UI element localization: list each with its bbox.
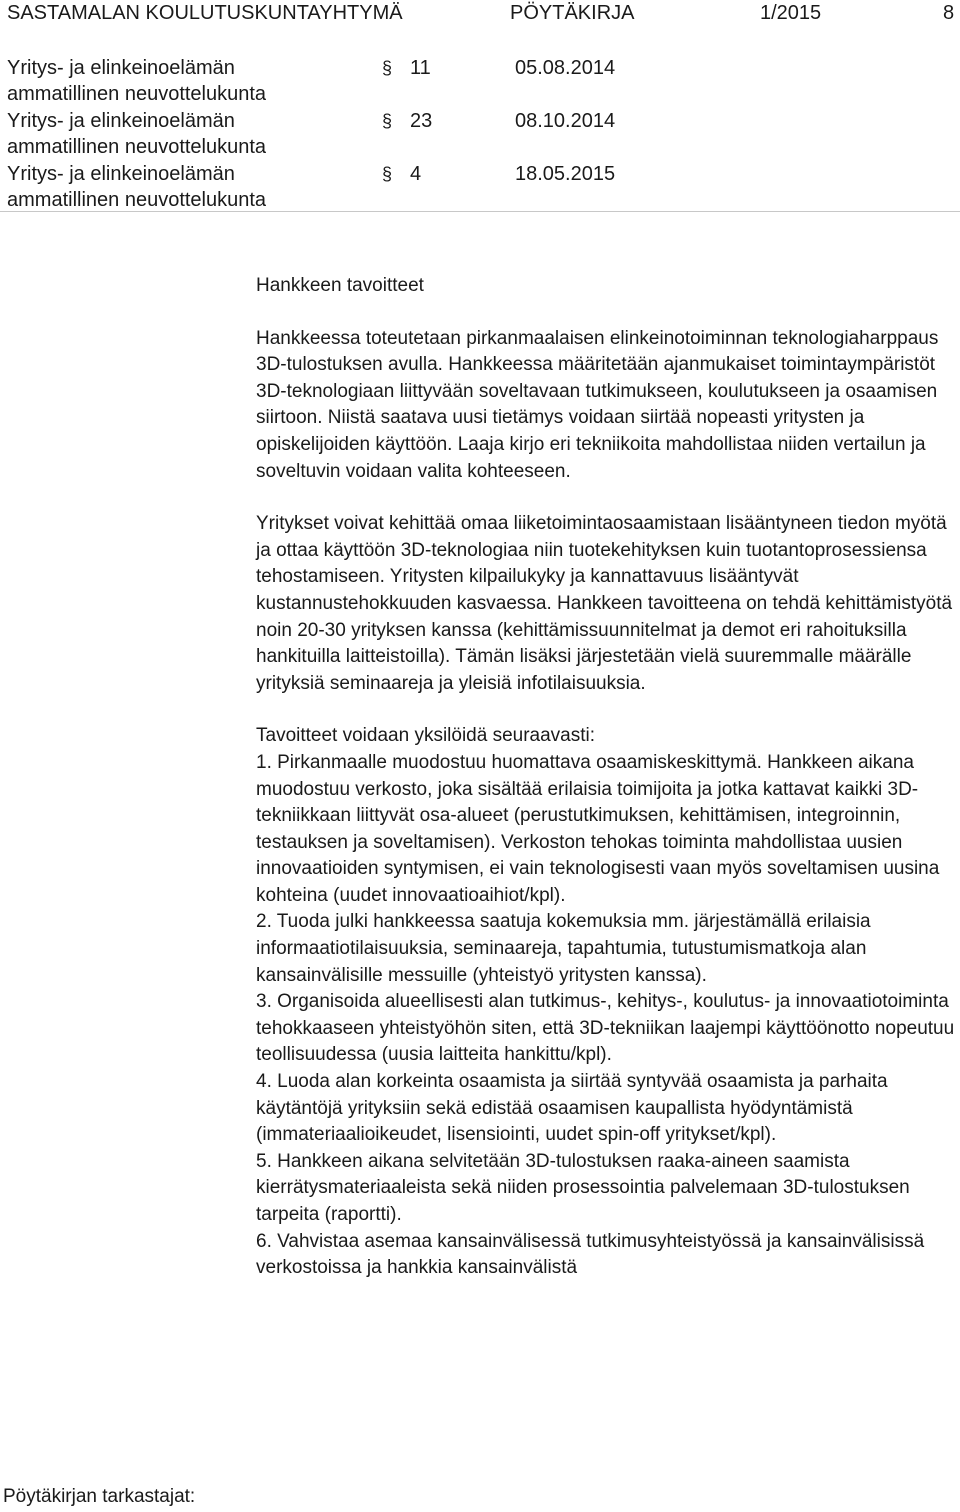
meeting-body: Yritys- ja elinkeinoelämän ammatillinen neuvottelukunta xyxy=(7,163,267,211)
meeting-body: Yritys- ja elinkeinoelämän ammatillinen neuvottelukunta xyxy=(7,57,267,105)
goals-intro: Tavoitteet voidaan yksilöidä seuraavasti: xyxy=(256,725,596,747)
section-number: 11 xyxy=(410,57,431,79)
meeting-date: 05.08.2014 xyxy=(515,57,616,79)
section-heading: Hankkeen tavoitteet xyxy=(256,275,424,296)
goal-item: 2. Tuoda julki hankkeessa saatuja kokemuksia mm. järjestämällä erilaisia informaatiotilaisuuksia, seminaareja, tapahtumia, tutustumismatkoja alan kansainvälisille messuille (yhteistyö yritysten kanssa). xyxy=(256,911,871,986)
section-sign-icon: § xyxy=(382,58,393,78)
goal-item: 3. Organisoida alueellisesti alan tutkimus-, kehitys-, koulutus- ja innovaatiotoiminta tehokkaaseen yhteistyöhön siten, että 3D-tekniikan laajempi käyttöönotto nopeutuu teollisuudessa (uusia laitteita hankittu/kpl). xyxy=(256,991,955,1066)
section-number: 4 xyxy=(410,163,422,185)
section-number: 23 xyxy=(410,110,433,132)
goal-item: 6. Vahvistaa asemaa kansainvälisessä tutkimusyhteistyössä ja kansainvälisissä verkostoissa ja hankkia kansainvälistä xyxy=(256,1230,925,1279)
paragraph: Hankkeessa toteutetaan pirkanmaalaisen elinkeinotoiminnan teknologiaharppaus 3D-tulostuksen avulla. Hankkeessa määritetään ajanmukaiset toimintaympäristöt 3D-teknologiaan liittyvään soveltavaan tutkimukseen, koulutukseen ja osaamisen siirtoon. Niistä saatava uusi tietämys voidaan siirtää nopeasti yritysten ja opiskelijoiden käyttöön. Laaja kirjo eri tekniikoita mahdollistaa niiden vertailun ja soveltuvin voidaan valita kohteeseen. xyxy=(256,327,939,482)
header-doc-number: 1/2015 xyxy=(760,2,822,24)
meeting-body: Yritys- ja elinkeinoelämän ammatillinen neuvottelukunta xyxy=(7,110,267,158)
section-sign-icon: § xyxy=(382,111,393,131)
goal-item: 5. Hankkeen aikana selvitetään 3D-tulostuksen raaka-aineen saamista kierrätysmateriaaleista sekä niiden prosessointia palvelemaan 3D-tulostuksen tarpeita (raportti). xyxy=(256,1150,910,1225)
goal-item: 1. Pirkanmaalle muodostuu huomattava osaamiskeskittymä. Hankkeen aikana muodostuu verkosto, joka sisältää erilaisia toimijoita ja jotka kattavat kaikki 3D-tekniikkaan liittyvät osa-alueet (perustutkimuksen, kehittämisen, integroinnin, testauksen ja soveltamisen). Verkoston tehokas toiminta mahdollistaa uusien innovaatioiden syntymisen, ei vain teknologisesti vaan myös soveltamisen uusina kohteina (uudet innovaatioaihiot/kpl). xyxy=(256,751,940,906)
section-sign-icon: § xyxy=(382,164,393,184)
header-organization: SASTAMALAN KOULUTUSKUNTAYHTYMÄ xyxy=(7,2,403,24)
header-page-number: 8 xyxy=(943,2,955,24)
goal-item: 4. Luoda alan korkeinta osaamista ja siirtää syntyvää osaamista ja parhaita käytäntöjä yrityksiin sekä edistää osaamisen kaupallista hyödyntämistä (immateriaalioikeudet, lisensiointi, uudet spin-off yritykset/kpl). xyxy=(256,1071,888,1146)
meeting-date: 18.05.2015 xyxy=(515,163,616,185)
header-divider xyxy=(0,211,960,212)
footer-reviewers-label: Pöytäkirjan tarkastajat: xyxy=(3,1486,196,1507)
meeting-date: 08.10.2014 xyxy=(515,110,616,132)
paragraph: Yritykset voivat kehittää omaa liiketoimintaosaamistaan lisääntyneen tiedon myötä ja ottaa käyttöön 3D-teknologiaa niin tuotekehityksen kuin tuotantoprosessiensa tehostamiseen. Yritysten kilpailukyky ja kannattavuus lisääntyvät kustannustehokkuuden kasvaessa. Hankkeen tavoitteena on tehdä kehittämistyötä noin 20-30 yrityksen kanssa (kehittämissuunnitelmat ja demot eri rahoituksilla hankituilla laitteistoilla). Tämän lisäksi järjestetään vielä suuremmalle määrälle yrityksiä seminaareja ja yleisiä infotilaisuuksia. xyxy=(256,513,953,694)
header-doc-type: PÖYTÄKIRJA xyxy=(510,2,635,24)
main-content xyxy=(256,273,960,1282)
